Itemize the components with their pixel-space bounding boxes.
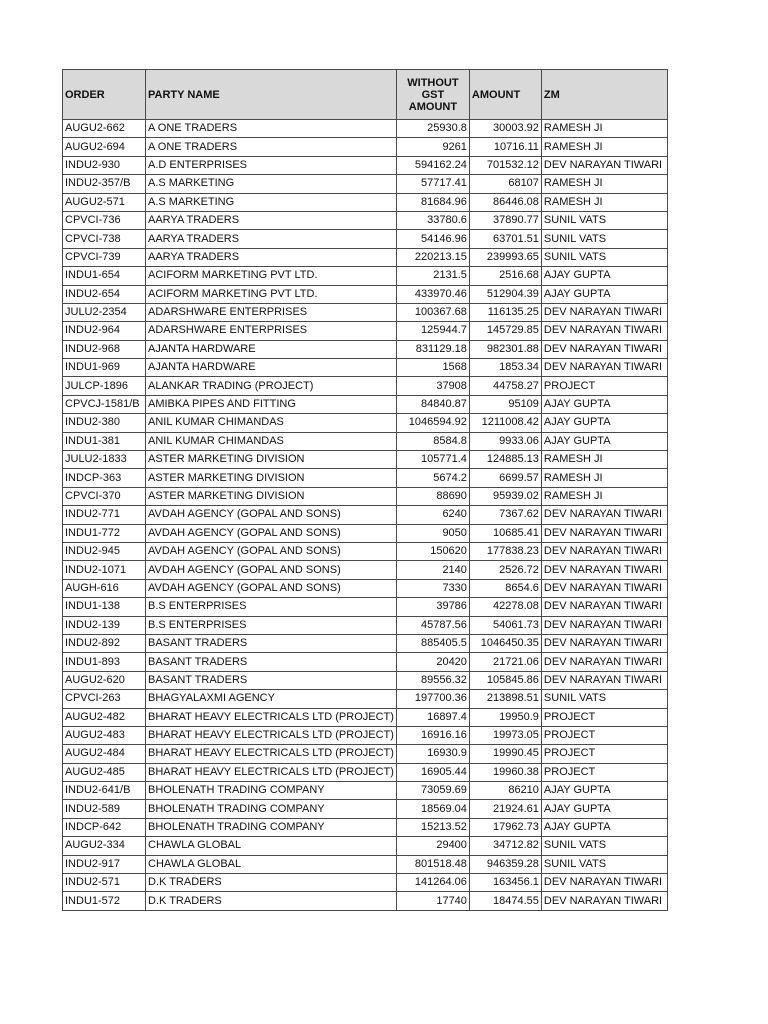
amount-cell: 105845.86 bbox=[469, 671, 541, 689]
without-gst-amount-cell: 594162.24 bbox=[396, 156, 469, 174]
zm-cell: DEV NARAYAN TIWARI bbox=[541, 874, 667, 892]
order-cell: INDU1-138 bbox=[63, 598, 146, 616]
party-name-cell: A ONE TRADERS bbox=[146, 120, 397, 138]
party-name-cell: BASANT TRADERS bbox=[146, 653, 397, 671]
without-gst-amount-cell: 8584.8 bbox=[396, 432, 469, 450]
zm-cell: DEV NARAYAN TIWARI bbox=[541, 561, 667, 579]
table-row bbox=[63, 211, 668, 229]
amount-cell: 2516.68 bbox=[469, 267, 541, 285]
order-cell: INDU2-892 bbox=[63, 634, 146, 652]
order-cell: AUGU2-483 bbox=[63, 726, 146, 744]
order-cell: INDU1-654 bbox=[63, 267, 146, 285]
party-name-cell: AVDAH AGENCY (GOPAL AND SONS) bbox=[146, 524, 397, 542]
without-gst-amount-cell: 57717.41 bbox=[396, 175, 469, 193]
without-gst-amount-cell: 15213.52 bbox=[396, 818, 469, 836]
table-row bbox=[63, 892, 668, 910]
amount-cell: 42278.08 bbox=[469, 598, 541, 616]
without-gst-amount-cell: 54146.96 bbox=[396, 230, 469, 248]
table-row bbox=[63, 469, 668, 487]
order-cell: INDU1-572 bbox=[63, 892, 146, 910]
order-cell: CPVCI-370 bbox=[63, 487, 146, 505]
amount-cell: 54061.73 bbox=[469, 616, 541, 634]
zm-cell: DEV NARAYAN TIWARI bbox=[541, 671, 667, 689]
table-row bbox=[63, 506, 668, 524]
table-row bbox=[63, 303, 668, 321]
without-gst-amount-cell: 885405.5 bbox=[396, 634, 469, 652]
order-cell: INDU2-771 bbox=[63, 506, 146, 524]
table-row bbox=[63, 193, 668, 211]
without-gst-amount-cell: 45787.56 bbox=[396, 616, 469, 634]
table-row bbox=[63, 432, 668, 450]
without-gst-amount-cell: 220213.15 bbox=[396, 248, 469, 266]
order-cell: CPVCI-263 bbox=[63, 690, 146, 708]
without-gst-amount-cell: 33780.6 bbox=[396, 211, 469, 229]
without-gst-amount-cell: 197700.36 bbox=[396, 690, 469, 708]
zm-cell: RAMESH JI bbox=[541, 193, 667, 211]
zm-cell: AJAY GUPTA bbox=[541, 800, 667, 818]
amount-cell: 1046450.35 bbox=[469, 634, 541, 652]
table-row bbox=[63, 634, 668, 652]
zm-cell: DEV NARAYAN TIWARI bbox=[541, 340, 667, 358]
party-name-cell: A.S MARKETING bbox=[146, 193, 397, 211]
amount-cell: 44758.27 bbox=[469, 377, 541, 395]
zm-cell: AJAY GUPTA bbox=[541, 818, 667, 836]
party-name-cell: ASTER MARKETING DIVISION bbox=[146, 487, 397, 505]
order-cell: INDU2-641/B bbox=[63, 782, 146, 800]
party-name-cell: BHAGYALAXMI AGENCY bbox=[146, 690, 397, 708]
zm-cell: DEV NARAYAN TIWARI bbox=[541, 506, 667, 524]
amount-cell: 21924.61 bbox=[469, 800, 541, 818]
table-row bbox=[63, 524, 668, 542]
amount-cell: 9933.06 bbox=[469, 432, 541, 450]
party-name-cell: AARYA TRADERS bbox=[146, 211, 397, 229]
order-cell: INDU2-945 bbox=[63, 542, 146, 560]
zm-cell: DEV NARAYAN TIWARI bbox=[541, 524, 667, 542]
order-cell: INDCP-642 bbox=[63, 818, 146, 836]
table-row bbox=[63, 267, 668, 285]
without-gst-amount-cell: 84840.87 bbox=[396, 395, 469, 413]
order-cell: AUGU2-334 bbox=[63, 837, 146, 855]
table-row bbox=[63, 763, 668, 781]
amount-cell: 7367.62 bbox=[469, 506, 541, 524]
without-gst-amount-cell: 7330 bbox=[396, 579, 469, 597]
table-row bbox=[63, 579, 668, 597]
table-row bbox=[63, 359, 668, 377]
zm-cell: AJAY GUPTA bbox=[541, 267, 667, 285]
party-name-cell: ALANKAR TRADING (PROJECT) bbox=[146, 377, 397, 395]
zm-cell: DEV NARAYAN TIWARI bbox=[541, 322, 667, 340]
zm-cell: SUNIL VATS bbox=[541, 211, 667, 229]
without-gst-amount-cell: 17740 bbox=[396, 892, 469, 910]
zm-cell: AJAY GUPTA bbox=[541, 414, 667, 432]
amount-cell: 19973.05 bbox=[469, 726, 541, 744]
party-name-cell: AVDAH AGENCY (GOPAL AND SONS) bbox=[146, 561, 397, 579]
order-cell: INDU2-589 bbox=[63, 800, 146, 818]
order-cell: AUGU2-482 bbox=[63, 708, 146, 726]
order-cell: INDU2-380 bbox=[63, 414, 146, 432]
header-without-gst-amount: WITHOUT GST AMOUNT bbox=[396, 70, 469, 120]
party-name-cell: B.S ENTERPRISES bbox=[146, 616, 397, 634]
without-gst-amount-cell: 2140 bbox=[396, 561, 469, 579]
party-name-cell: ACIFORM MARKETING PVT LTD. bbox=[146, 285, 397, 303]
zm-cell: RAMESH JI bbox=[541, 469, 667, 487]
party-name-cell: BHARAT HEAVY ELECTRICALS LTD (PROJECT) bbox=[146, 708, 397, 726]
zm-cell: SUNIL VATS bbox=[541, 690, 667, 708]
amount-cell: 163456.1 bbox=[469, 874, 541, 892]
party-name-cell: ACIFORM MARKETING PVT LTD. bbox=[146, 267, 397, 285]
table-row bbox=[63, 377, 668, 395]
party-name-cell: BHOLENATH TRADING COMPANY bbox=[146, 818, 397, 836]
zm-cell: DEV NARAYAN TIWARI bbox=[541, 542, 667, 560]
order-cell: AUGU2-485 bbox=[63, 763, 146, 781]
zm-cell: PROJECT bbox=[541, 708, 667, 726]
zm-cell: PROJECT bbox=[541, 377, 667, 395]
order-cell: INDU2-571 bbox=[63, 874, 146, 892]
without-gst-amount-cell: 150620 bbox=[396, 542, 469, 560]
party-name-cell: B.S ENTERPRISES bbox=[146, 598, 397, 616]
amount-cell: 86210 bbox=[469, 782, 541, 800]
order-cell: AUGH-616 bbox=[63, 579, 146, 597]
order-cell: JULCP-1896 bbox=[63, 377, 146, 395]
party-name-cell: AJANTA HARDWARE bbox=[146, 359, 397, 377]
without-gst-amount-cell: 89556.32 bbox=[396, 671, 469, 689]
amount-cell: 512904.39 bbox=[469, 285, 541, 303]
table-row bbox=[63, 874, 668, 892]
order-cell: INDU2-964 bbox=[63, 322, 146, 340]
without-gst-amount-cell: 20420 bbox=[396, 653, 469, 671]
amount-cell: 34712.82 bbox=[469, 837, 541, 855]
amount-cell: 95939.02 bbox=[469, 487, 541, 505]
order-cell: INDU2-930 bbox=[63, 156, 146, 174]
order-cell: JULU2-1833 bbox=[63, 451, 146, 469]
table-row bbox=[63, 855, 668, 873]
amount-cell: 2526.72 bbox=[469, 561, 541, 579]
table-row bbox=[63, 653, 668, 671]
amount-cell: 213898.51 bbox=[469, 690, 541, 708]
header-party-name: PARTY NAME bbox=[146, 70, 397, 120]
party-name-cell: AARYA TRADERS bbox=[146, 230, 397, 248]
order-cell: INDU2-654 bbox=[63, 285, 146, 303]
table-row bbox=[63, 414, 668, 432]
amount-cell: 1211008.42 bbox=[469, 414, 541, 432]
amount-cell: 116135.25 bbox=[469, 303, 541, 321]
party-name-cell: ANIL KUMAR CHIMANDAS bbox=[146, 432, 397, 450]
amount-cell: 1853.34 bbox=[469, 359, 541, 377]
order-cell: INDU1-381 bbox=[63, 432, 146, 450]
order-cell: AUGU2-694 bbox=[63, 138, 146, 156]
amount-cell: 10685.41 bbox=[469, 524, 541, 542]
order-cell: INDCP-363 bbox=[63, 469, 146, 487]
zm-cell: RAMESH JI bbox=[541, 451, 667, 469]
party-name-cell: AARYA TRADERS bbox=[146, 248, 397, 266]
table-row bbox=[63, 322, 668, 340]
party-name-cell: CHAWLA GLOBAL bbox=[146, 855, 397, 873]
order-cell: AUGU2-620 bbox=[63, 671, 146, 689]
zm-cell: AJAY GUPTA bbox=[541, 432, 667, 450]
zm-cell: PROJECT bbox=[541, 745, 667, 763]
without-gst-amount-cell: 100367.68 bbox=[396, 303, 469, 321]
party-name-cell: CHAWLA GLOBAL bbox=[146, 837, 397, 855]
without-gst-amount-cell: 16905.44 bbox=[396, 763, 469, 781]
zm-cell: DEV NARAYAN TIWARI bbox=[541, 156, 667, 174]
order-cell: CPVCI-736 bbox=[63, 211, 146, 229]
zm-cell: DEV NARAYAN TIWARI bbox=[541, 579, 667, 597]
order-cell: INDU1-969 bbox=[63, 359, 146, 377]
party-name-cell: BASANT TRADERS bbox=[146, 671, 397, 689]
zm-cell: PROJECT bbox=[541, 763, 667, 781]
without-gst-amount-cell: 5674.2 bbox=[396, 469, 469, 487]
amount-cell: 946359.28 bbox=[469, 855, 541, 873]
zm-cell: AJAY GUPTA bbox=[541, 782, 667, 800]
zm-cell: DEV NARAYAN TIWARI bbox=[541, 634, 667, 652]
zm-cell: RAMESH JI bbox=[541, 487, 667, 505]
amount-cell: 19990.45 bbox=[469, 745, 541, 763]
table-row bbox=[63, 837, 668, 855]
without-gst-amount-cell: 433970.46 bbox=[396, 285, 469, 303]
table-row bbox=[63, 156, 668, 174]
without-gst-amount-cell: 39786 bbox=[396, 598, 469, 616]
orders-table bbox=[62, 69, 668, 911]
without-gst-amount-cell: 16897.4 bbox=[396, 708, 469, 726]
without-gst-amount-cell: 1568 bbox=[396, 359, 469, 377]
party-name-cell: AVDAH AGENCY (GOPAL AND SONS) bbox=[146, 542, 397, 560]
party-name-cell: AVDAH AGENCY (GOPAL AND SONS) bbox=[146, 506, 397, 524]
party-name-cell: ANIL KUMAR CHIMANDAS bbox=[146, 414, 397, 432]
amount-cell: 982301.88 bbox=[469, 340, 541, 358]
without-gst-amount-cell: 73059.69 bbox=[396, 782, 469, 800]
party-name-cell: A.S MARKETING bbox=[146, 175, 397, 193]
without-gst-amount-cell: 105771.4 bbox=[396, 451, 469, 469]
party-name-cell: AMIBKA PIPES AND FITTING bbox=[146, 395, 397, 413]
party-name-cell: BASANT TRADERS bbox=[146, 634, 397, 652]
zm-cell: AJAY GUPTA bbox=[541, 285, 667, 303]
zm-cell: SUNIL VATS bbox=[541, 230, 667, 248]
table-row bbox=[63, 138, 668, 156]
party-name-cell: AVDAH AGENCY (GOPAL AND SONS) bbox=[146, 579, 397, 597]
zm-cell: PROJECT bbox=[541, 726, 667, 744]
amount-cell: 145729.85 bbox=[469, 322, 541, 340]
zm-cell: DEV NARAYAN TIWARI bbox=[541, 303, 667, 321]
zm-cell: RAMESH JI bbox=[541, 175, 667, 193]
table-row bbox=[63, 395, 668, 413]
party-name-cell: AJANTA HARDWARE bbox=[146, 340, 397, 358]
party-name-cell: ADARSHWARE ENTERPRISES bbox=[146, 303, 397, 321]
table-row bbox=[63, 175, 668, 193]
order-cell: CPVCI-738 bbox=[63, 230, 146, 248]
zm-cell: RAMESH JI bbox=[541, 120, 667, 138]
table-row bbox=[63, 818, 668, 836]
party-name-cell: BHARAT HEAVY ELECTRICALS LTD (PROJECT) bbox=[146, 726, 397, 744]
amount-cell: 21721.06 bbox=[469, 653, 541, 671]
amount-cell: 17962.73 bbox=[469, 818, 541, 836]
table-row bbox=[63, 340, 668, 358]
without-gst-amount-cell: 16916.16 bbox=[396, 726, 469, 744]
amount-cell: 124885.13 bbox=[469, 451, 541, 469]
party-name-cell: BHOLENATH TRADING COMPANY bbox=[146, 782, 397, 800]
without-gst-amount-cell: 16930.9 bbox=[396, 745, 469, 763]
party-name-cell: BHOLENATH TRADING COMPANY bbox=[146, 800, 397, 818]
amount-cell: 10716.11 bbox=[469, 138, 541, 156]
party-name-cell: D.K TRADERS bbox=[146, 892, 397, 910]
order-cell: INDU1-893 bbox=[63, 653, 146, 671]
zm-cell: SUNIL VATS bbox=[541, 855, 667, 873]
table-row bbox=[63, 726, 668, 744]
order-cell: INDU2-968 bbox=[63, 340, 146, 358]
amount-cell: 19960.38 bbox=[469, 763, 541, 781]
amount-cell: 19950.9 bbox=[469, 708, 541, 726]
table-row bbox=[63, 800, 668, 818]
without-gst-amount-cell: 18569.04 bbox=[396, 800, 469, 818]
amount-cell: 68107 bbox=[469, 175, 541, 193]
party-name-cell: A ONE TRADERS bbox=[146, 138, 397, 156]
zm-cell: DEV NARAYAN TIWARI bbox=[541, 598, 667, 616]
order-cell: INDU2-357/B bbox=[63, 175, 146, 193]
zm-cell: AJAY GUPTA bbox=[541, 395, 667, 413]
party-name-cell: ASTER MARKETING DIVISION bbox=[146, 469, 397, 487]
order-cell: CPVCJ-1581/B bbox=[63, 395, 146, 413]
order-cell: INDU2-1071 bbox=[63, 561, 146, 579]
without-gst-amount-cell: 1046594.92 bbox=[396, 414, 469, 432]
zm-cell: DEV NARAYAN TIWARI bbox=[541, 616, 667, 634]
party-name-cell: ASTER MARKETING DIVISION bbox=[146, 451, 397, 469]
zm-cell: SUNIL VATS bbox=[541, 248, 667, 266]
without-gst-amount-cell: 81684.96 bbox=[396, 193, 469, 211]
amount-cell: 37890.77 bbox=[469, 211, 541, 229]
party-name-cell: A.D ENTERPRISES bbox=[146, 156, 397, 174]
table-row bbox=[63, 782, 668, 800]
zm-cell: DEV NARAYAN TIWARI bbox=[541, 892, 667, 910]
table-row bbox=[63, 248, 668, 266]
order-cell: AUGU2-484 bbox=[63, 745, 146, 763]
table-row bbox=[63, 230, 668, 248]
header-zm: ZM bbox=[541, 70, 667, 120]
amount-cell: 30003.92 bbox=[469, 120, 541, 138]
table-row bbox=[63, 598, 668, 616]
amount-cell: 701532.12 bbox=[469, 156, 541, 174]
order-cell: INDU2-917 bbox=[63, 855, 146, 873]
header-row bbox=[63, 70, 668, 120]
party-name-cell: D.K TRADERS bbox=[146, 874, 397, 892]
order-cell: JULU2-2354 bbox=[63, 303, 146, 321]
table-row bbox=[63, 708, 668, 726]
without-gst-amount-cell: 29400 bbox=[396, 837, 469, 855]
amount-cell: 95109 bbox=[469, 395, 541, 413]
table-row bbox=[63, 561, 668, 579]
without-gst-amount-cell: 6240 bbox=[396, 506, 469, 524]
table-row bbox=[63, 745, 668, 763]
without-gst-amount-cell: 25930.8 bbox=[396, 120, 469, 138]
order-cell: INDU2-139 bbox=[63, 616, 146, 634]
amount-cell: 18474.55 bbox=[469, 892, 541, 910]
without-gst-amount-cell: 831129.18 bbox=[396, 340, 469, 358]
order-cell: CPVCI-739 bbox=[63, 248, 146, 266]
table-row bbox=[63, 690, 668, 708]
table-row bbox=[63, 487, 668, 505]
zm-cell: RAMESH JI bbox=[541, 138, 667, 156]
without-gst-amount-cell: 125944.7 bbox=[396, 322, 469, 340]
without-gst-amount-cell: 37908 bbox=[396, 377, 469, 395]
zm-cell: DEV NARAYAN TIWARI bbox=[541, 653, 667, 671]
without-gst-amount-cell: 141264.06 bbox=[396, 874, 469, 892]
amount-cell: 8654.6 bbox=[469, 579, 541, 597]
zm-cell: DEV NARAYAN TIWARI bbox=[541, 359, 667, 377]
party-name-cell: BHARAT HEAVY ELECTRICALS LTD (PROJECT) bbox=[146, 763, 397, 781]
amount-cell: 239993.65 bbox=[469, 248, 541, 266]
without-gst-amount-cell: 2131.5 bbox=[396, 267, 469, 285]
header-order: ORDER bbox=[63, 70, 146, 120]
party-name-cell: ADARSHWARE ENTERPRISES bbox=[146, 322, 397, 340]
order-cell: AUGU2-571 bbox=[63, 193, 146, 211]
table-row bbox=[63, 451, 668, 469]
without-gst-amount-cell: 9050 bbox=[396, 524, 469, 542]
table-row bbox=[63, 120, 668, 138]
party-name-cell: BHARAT HEAVY ELECTRICALS LTD (PROJECT) bbox=[146, 745, 397, 763]
header-amount: AMOUNT bbox=[469, 70, 541, 120]
amount-cell: 177838.23 bbox=[469, 542, 541, 560]
amount-cell: 86446.08 bbox=[469, 193, 541, 211]
table-row bbox=[63, 542, 668, 560]
without-gst-amount-cell: 9261 bbox=[396, 138, 469, 156]
table-row bbox=[63, 671, 668, 689]
without-gst-amount-cell: 88690 bbox=[396, 487, 469, 505]
amount-cell: 6699.57 bbox=[469, 469, 541, 487]
order-cell: INDU1-772 bbox=[63, 524, 146, 542]
table-row bbox=[63, 285, 668, 303]
amount-cell: 63701.51 bbox=[469, 230, 541, 248]
zm-cell: SUNIL VATS bbox=[541, 837, 667, 855]
order-cell: AUGU2-662 bbox=[63, 120, 146, 138]
table-row bbox=[63, 616, 668, 634]
without-gst-amount-cell: 801518.48 bbox=[396, 855, 469, 873]
